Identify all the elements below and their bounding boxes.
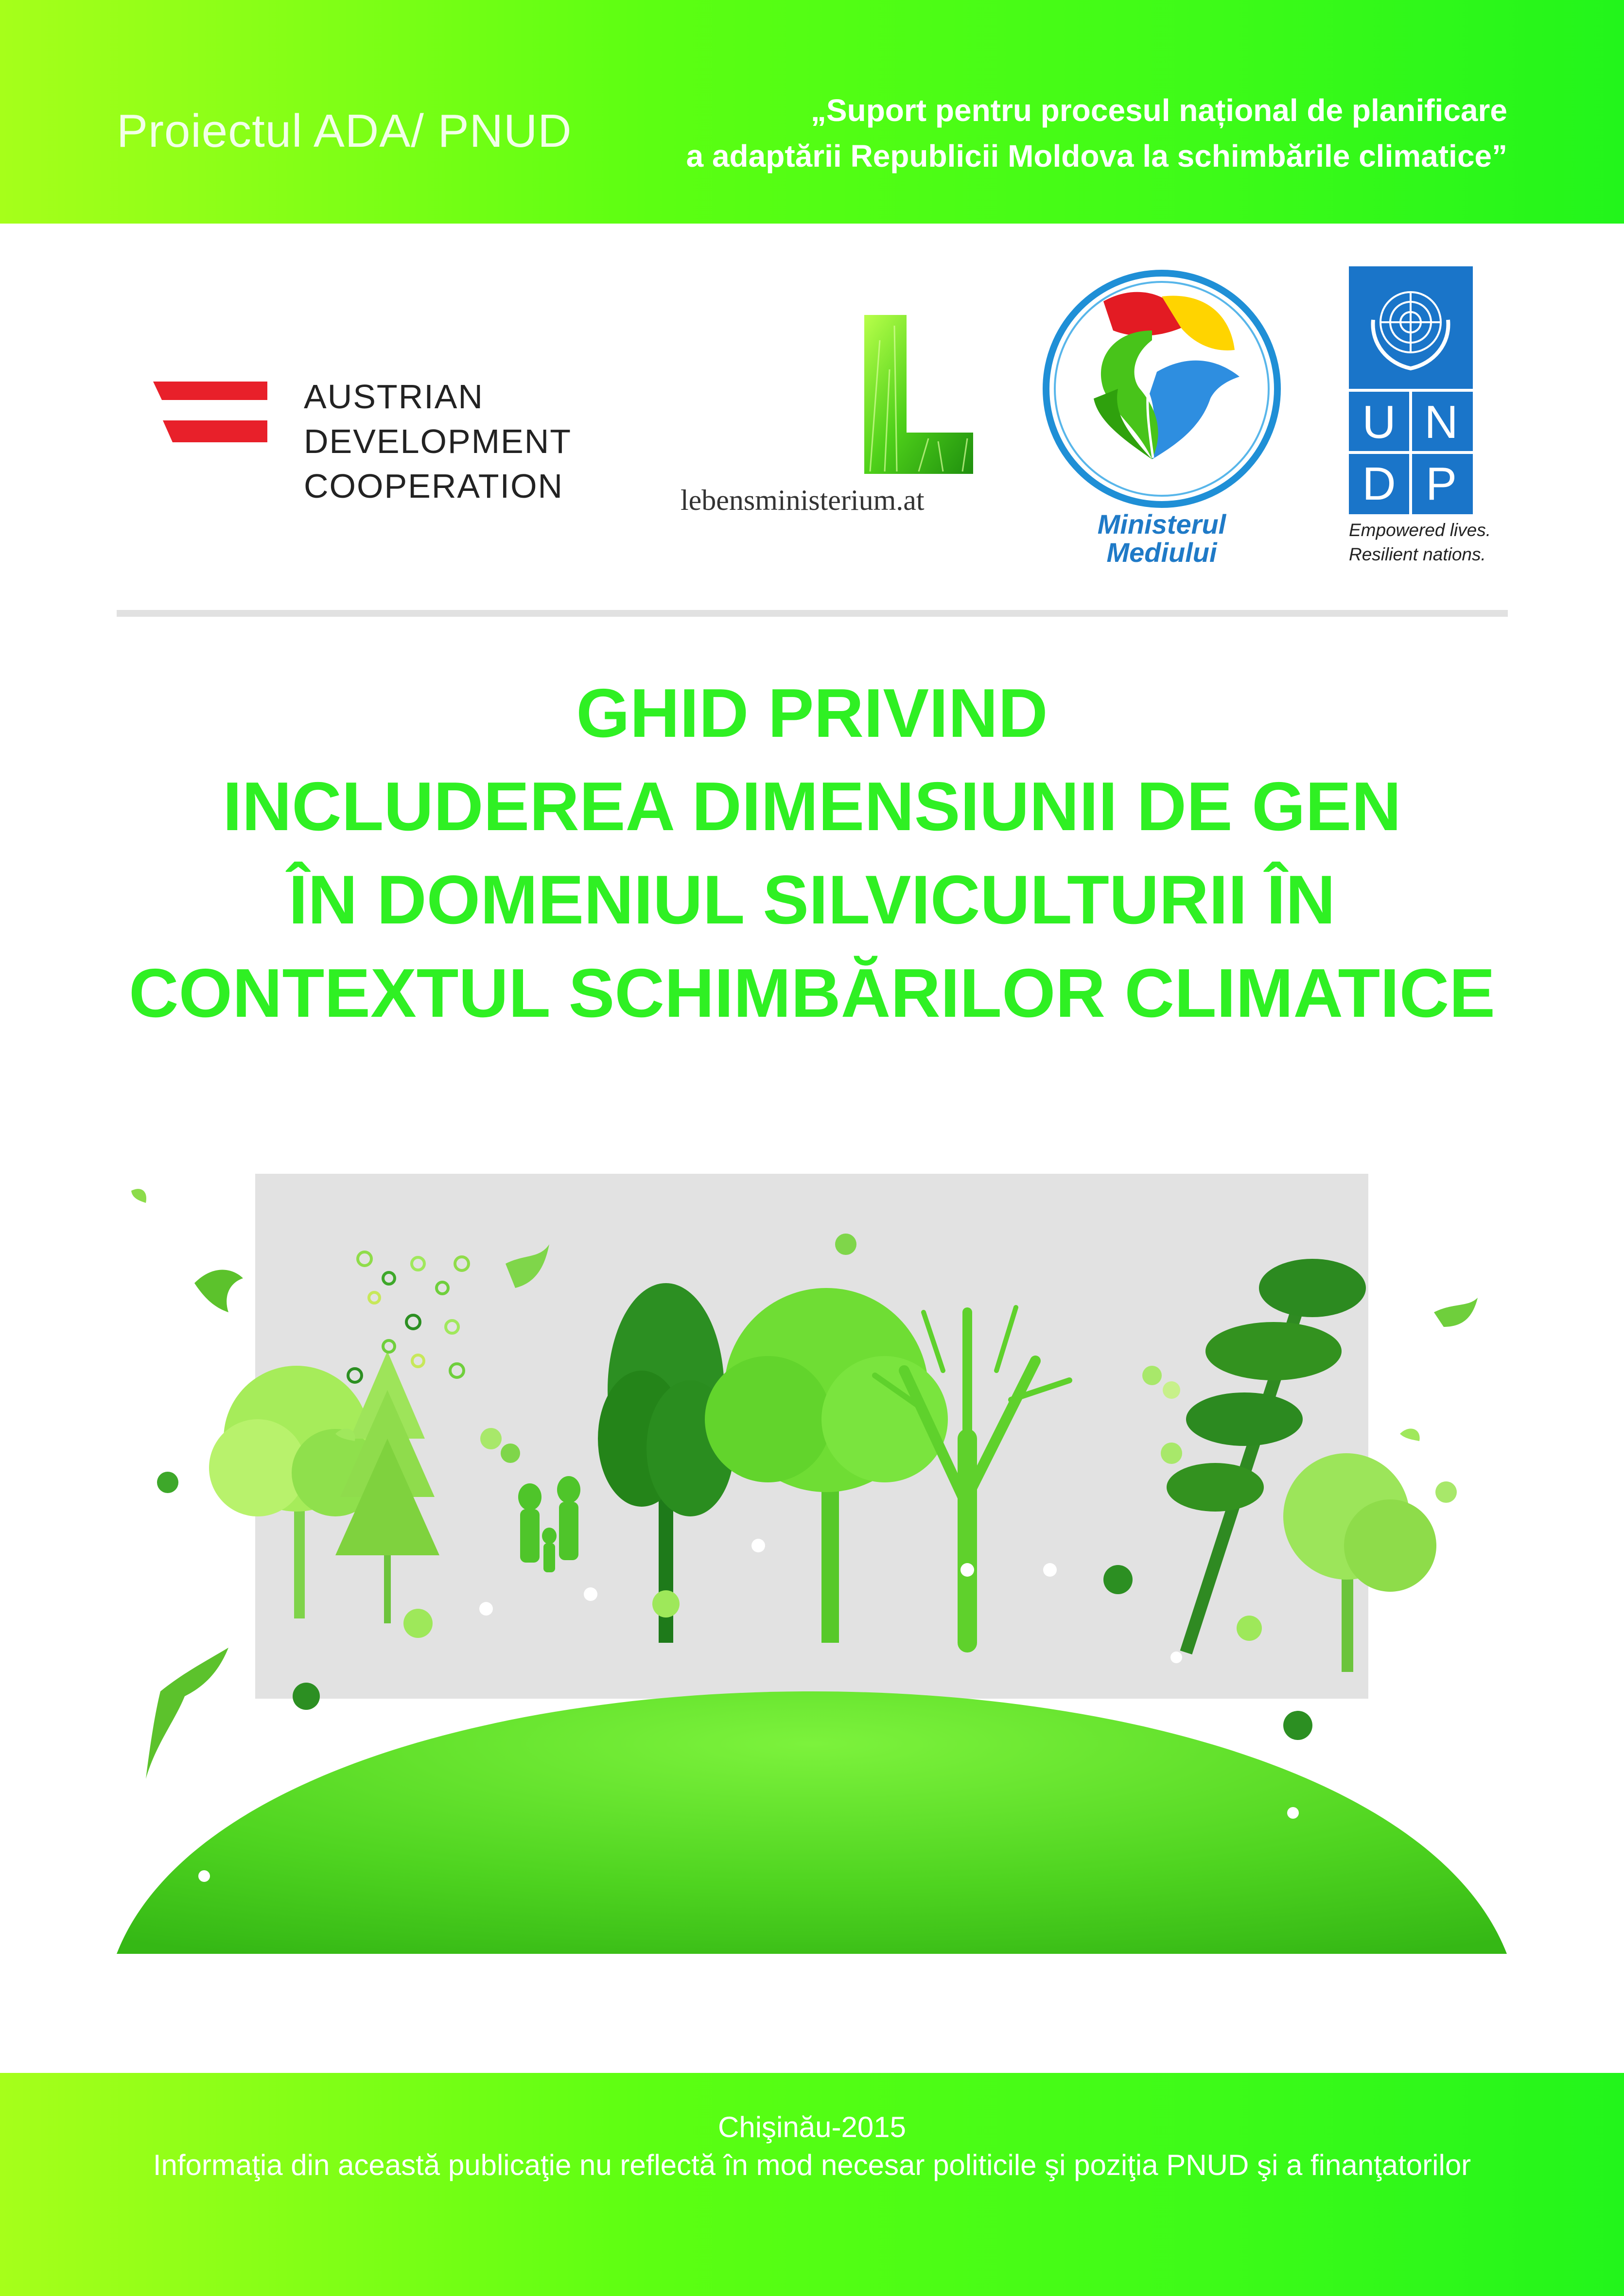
ministry-logo (1040, 267, 1283, 569)
undp-tagline (1349, 518, 1514, 567)
divider (117, 610, 1508, 617)
ministry-name (1040, 510, 1283, 567)
header-band (0, 0, 1624, 224)
undp-letter: D (1362, 458, 1396, 510)
undp-logo (1349, 266, 1495, 568)
undp-letter: P (1425, 458, 1457, 510)
austrian-flag-icon (153, 382, 270, 445)
ministry-emblem-icon (1040, 267, 1283, 510)
butterfly-icon (1400, 1428, 1420, 1441)
footer-disclaimer: Informaţia din această publicaţie nu reflectă în mod necesar politicile şi poziţia PNUD şi a finanţatorilor (153, 2149, 1471, 2181)
lebensministerium-logo (681, 311, 992, 525)
ada-line: AUSTRIAN (304, 378, 484, 416)
title-line: CONTEXTUL SCHIMBĂRILOR CLIMATICE (129, 955, 1495, 1032)
bird-icon (146, 1648, 228, 1779)
bird-icon (194, 1270, 243, 1313)
project-subtitle-line: a adaptării Republicii Moldova la schimbările climatice” (686, 139, 1507, 174)
butterfly-icon (131, 1189, 146, 1203)
ada-wordmark (304, 374, 572, 508)
footer-place-year: Chişinău-2015 (718, 2111, 906, 2143)
ministry-line: Mediului (1106, 537, 1217, 568)
footer-band (0, 2073, 1624, 2296)
ministry-line: Ministerul (1097, 509, 1226, 539)
project-subtitle (535, 87, 1507, 179)
title-line: ÎN DOMENIUL SILVICULTURII ÎN (288, 861, 1336, 939)
title-line: GHID PRIVIND (576, 675, 1048, 752)
ada-logo (153, 374, 620, 505)
bird-icon (1434, 1298, 1478, 1327)
undp-tagline-line: Resilient nations. (1349, 544, 1486, 564)
undp-emblem (1349, 266, 1473, 514)
project-subtitle-line: „Suport pentru procesul național de planificare (810, 93, 1507, 128)
title-line: INCLUDEREA DIMENSIUNII DE GEN (223, 768, 1401, 845)
undp-letter: N (1424, 396, 1458, 448)
ada-line: COOPERATION (304, 467, 564, 505)
undp-letter: U (1362, 396, 1396, 448)
undp-tagline-line: Empowered lives. (1349, 520, 1491, 540)
forest-hill-illustration (0, 1166, 1624, 1954)
guide-title (0, 667, 1624, 1040)
project-name: Proiectul ADA/ PNUD (117, 105, 572, 157)
grass-l-icon (860, 311, 977, 476)
ada-line: DEVELOPMENT (304, 422, 572, 460)
lebensministerium-site: lebensministerium.at (681, 484, 925, 516)
